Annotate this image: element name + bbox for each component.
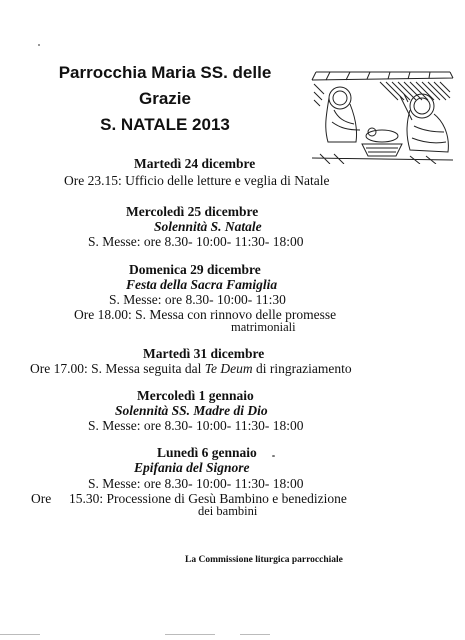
parish-name-line1: Parrocchia Maria SS. delle bbox=[58, 63, 272, 82]
event-feast: Solennità S. Natale bbox=[154, 219, 262, 234]
parish-name-line2: Grazie bbox=[139, 89, 191, 108]
event-feast: Solennità SS. Madre di Dio bbox=[115, 403, 268, 418]
event-detail: S. Messe: ore 8.30- 10:00- 11:30- 18:00 bbox=[88, 418, 304, 433]
event-detail bbox=[30, 361, 352, 376]
scan-speck bbox=[38, 44, 40, 46]
event-detail-text: di ringraziamento bbox=[256, 361, 352, 376]
event-detail: S. Messe: ore 8.30- 10:00- 11:30- 18:00 bbox=[88, 234, 304, 249]
event-detail: S. Messe: ore 8.30- 10:00- 11:30 bbox=[109, 292, 286, 307]
event-detail: matrimoniali bbox=[231, 320, 296, 334]
event-day: Mercoledì 1 gennaio bbox=[137, 388, 254, 403]
event-detail: Ore 23.15: Ufficio delle letture e veglia di Natale bbox=[64, 173, 330, 188]
event-detail-text: Ore 17.00: S. Messa seguita dal bbox=[30, 361, 202, 376]
event-day: Martedì 31 dicembre bbox=[143, 346, 265, 361]
event-feast: Festa della Sacra Famiglia bbox=[126, 277, 278, 292]
scan-edge bbox=[165, 634, 215, 635]
flyer-title: S. NATALE 2013 bbox=[100, 115, 230, 134]
event-detail: Ore 18.00: S. Messa con rinnovo delle promesse bbox=[74, 307, 337, 322]
signature: La Commissione liturgica parrocchiale bbox=[185, 555, 343, 565]
event-detail: 15.30: Processione di Gesù Bambino e benedizione bbox=[69, 491, 347, 506]
event-day: Mercoledì 25 dicembre bbox=[126, 204, 259, 219]
event-detail: dei bambini bbox=[198, 504, 258, 518]
event-feast: Epifania del Signore bbox=[134, 460, 250, 475]
event-day: Lunedì 6 gennaio bbox=[157, 445, 257, 460]
flyer-header bbox=[10, 60, 320, 138]
scan-edge bbox=[0, 634, 40, 635]
scan-edge bbox=[240, 634, 270, 635]
event-detail: Ore bbox=[31, 491, 52, 506]
event-detail: S. Messe: ore 8.30- 10:00- 11:30- 18:00 bbox=[88, 476, 304, 491]
event-day: Domenica 29 dicembre bbox=[129, 262, 261, 277]
scan-speck bbox=[272, 455, 275, 457]
te-deum-text: Te Deum bbox=[204, 361, 253, 376]
nativity-icon bbox=[310, 66, 455, 164]
event-day: Martedì 24 dicembre bbox=[134, 156, 256, 171]
